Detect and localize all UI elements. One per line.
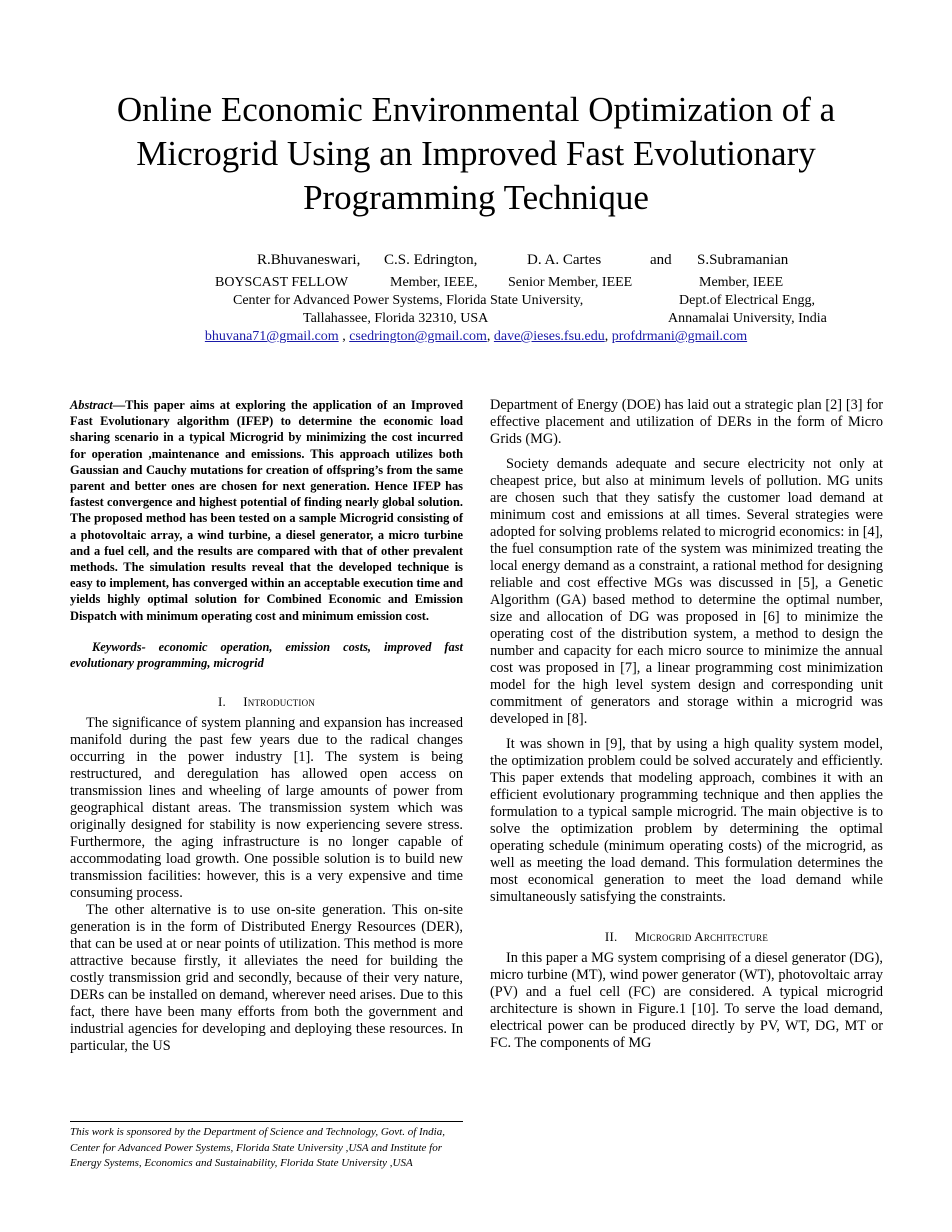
right-column: [490, 397, 883, 1052]
email-link[interactable]: profdrmani@gmail.com: [611, 329, 748, 344]
author-names: [0, 252, 952, 272]
paragraph: Society demands adequate and secure electricity not only at cheapest price, but also at minimum levels of pollution. MG units are chosen such that they satisfy the customer load demand at minimum cost and emissions at all times. Several strategies were adopted for solving problems related to microgrid economics: in [4], the fuel consumption rate of the system was minimized treating the local energy demand as a constraint, a rational method for designing reliable and cost effective MGs was discussed in [5], a Genetic Algorithm (GA) based method to determine the optimal number, size and allocation of DG was proposed in [6] to minimize the operating cost of the distribution system, a method to design the number and capacity for each micro source to minimize the annual cost was proposed in [7], a linear programming cost minimization model for the high level system design and corresponding unit commitment of generators and storage within a microgrid was developed in [8].: [490, 456, 883, 727]
affiliation-line-2: [0, 311, 952, 331]
abstract: [70, 397, 463, 624]
email-link[interactable]: dave@ieses.fsu.edu: [493, 329, 605, 344]
paragraph: Department of Energy (DOE) has laid out a strategic plan [2] [3] for effective placement and utilization of DERs in the form of Micro Grids (MG).: [490, 397, 883, 447]
footnote-divider: [70, 1121, 463, 1122]
affiliation-left: Center for Advanced Power Systems, Florida State University,: [233, 293, 584, 308]
email-separator: ,: [486, 329, 494, 344]
section-title: Microgrid Architecture: [634, 929, 769, 944]
abstract-dash: —: [112, 398, 126, 412]
footnote: This work is sponsored by the Department of Science and Technology, Govt. of India, Center for Advanced Power Systems, Florida State University ,USA and Institute for Energy Systems, Economics and Sustainability, Florida State University ,USA: [70, 1126, 445, 1169]
paragraph: It was shown in [9], that by using a high quality system model, the optimization problem could be solved accurately and efficiently. This paper extends that modeling approach, combines it with an efficient evolutionary programming technique and then applies the formulation to a typical sample microgrid. The main objective is to solve the optimization problem by determining the optimal operating schedule (minimum operating costs) of the microgrid, as well as meeting the load demand. This formulation determines the most economical generation to meet the load demand while simultaneously satisfying the constraints.: [490, 736, 883, 905]
abstract-lead: Abstract: [70, 398, 113, 412]
paper-title: Online Economic Environmental Optimization of a Microgrid Using an Improved Fast Evolutionary Programming Technique: [116, 90, 836, 217]
author-name: S.Subramanian: [697, 252, 789, 268]
paragraph: The other alternative is to use on-site generation. This on-site generation is in the form of Distributed Energy Resources (DER), that can be used at or near points of utilization. This method is more attractive because firstly, it alleviates the need for building the costly transmission grid and secondly, because of their very nature, DERs can be installed on demand, wherever need arises. Due to this fact, there have been many efforts from both the government and industrial agencies for developing and deploying these resources. In particular, the US: [70, 902, 463, 1055]
section-heading-introduction: [70, 693, 463, 710]
email-separator: ,: [338, 329, 350, 344]
author-roles: [0, 275, 952, 295]
affiliation-right: Annamalai University, India: [668, 311, 827, 326]
author-emails: [0, 329, 952, 345]
author-role: BOYSCAST FELLOW: [215, 275, 349, 290]
author-name: C.S. Edrington,: [384, 252, 478, 268]
email-link[interactable]: bhuvana71@gmail.com: [204, 329, 339, 344]
section-number: I.: [218, 694, 226, 710]
keywords: Keywords- economic operation, emission costs, improved fast evolutionary programming, microgrid: [70, 639, 463, 671]
section-title: Introduction: [243, 694, 315, 710]
author-role: Member, IEEE: [699, 275, 784, 290]
left-column: [70, 397, 463, 1055]
section-number: II.: [604, 929, 618, 944]
email-separator: ,: [604, 329, 612, 344]
affiliation-left: Tallahassee, Florida 32310, USA: [303, 311, 489, 326]
author-role: Senior Member, IEEE: [508, 275, 633, 290]
paragraph: In this paper a MG system comprising of a diesel generator (DG), micro turbine (MT), wind power generator (WT), photovoltaic array (PV) and a fuel cell (FC) are considered. A typical microgrid architecture is shown in Figure.1 [10]. To serve the load demand, electrical power can be produced directly by PV, WT, DG, MT or FC. The components of MG: [490, 950, 883, 1051]
abstract-text: This paper aims at exploring the application of an Improved Fast Evolutionary algorithm (IFEP) to determine the economic load sharing scenario in a typical Microgrid by minimizing the cost incurred for operation ,maintenance and emissions. This approach utilizes both Gaussian and Cauchy mutations for creation of offspring’s from the same parent and better ones are chosen for next generation. Hence IFEP has fastest convergence and highest potential of finding nearly global solution. The proposed method has been tested on a sample Microgrid consisting of a photovoltaic array, a wind turbine, a diesel generator, a micro turbine and a fuel cell, and the results are compared with that of other prevalent methods. The simulation results reveal that the developed technique is easy to implement, has converged within an acceptable execution time and yields highly optimal solution for Combined Economic and Emission Dispatch with minimum operating cost and minimum emission cost.: [70, 398, 463, 623]
affiliation-line-1: [0, 293, 952, 313]
author-name: R.Bhuvaneswari,: [257, 252, 361, 268]
email-link[interactable]: csedrington@gmail.com: [349, 329, 487, 344]
author-conjunction: and: [650, 252, 672, 268]
section-heading-microgrid-architecture: [490, 928, 883, 945]
paragraph: The significance of system planning and expansion has increased manifold during the past few years due to the radical changes occurring in the power industry [1]. The system is being restructured, and deregulation has allowed open access on transmission lines and wheeling of large amounts of power from geographical distant areas. The transmission system which was originally designed for stability is now experiencing severe stress. Furthermore, the aging infrastructure is no longer capable of accommodating load growth. One possible solution is to build new transmission facilities: however, this is a very expensive and time consuming process.: [70, 715, 463, 902]
author-name: D. A. Cartes: [527, 252, 602, 268]
affiliation-right: Dept.of Electrical Engg,: [679, 293, 816, 308]
author-role: Member, IEEE,: [390, 275, 478, 290]
